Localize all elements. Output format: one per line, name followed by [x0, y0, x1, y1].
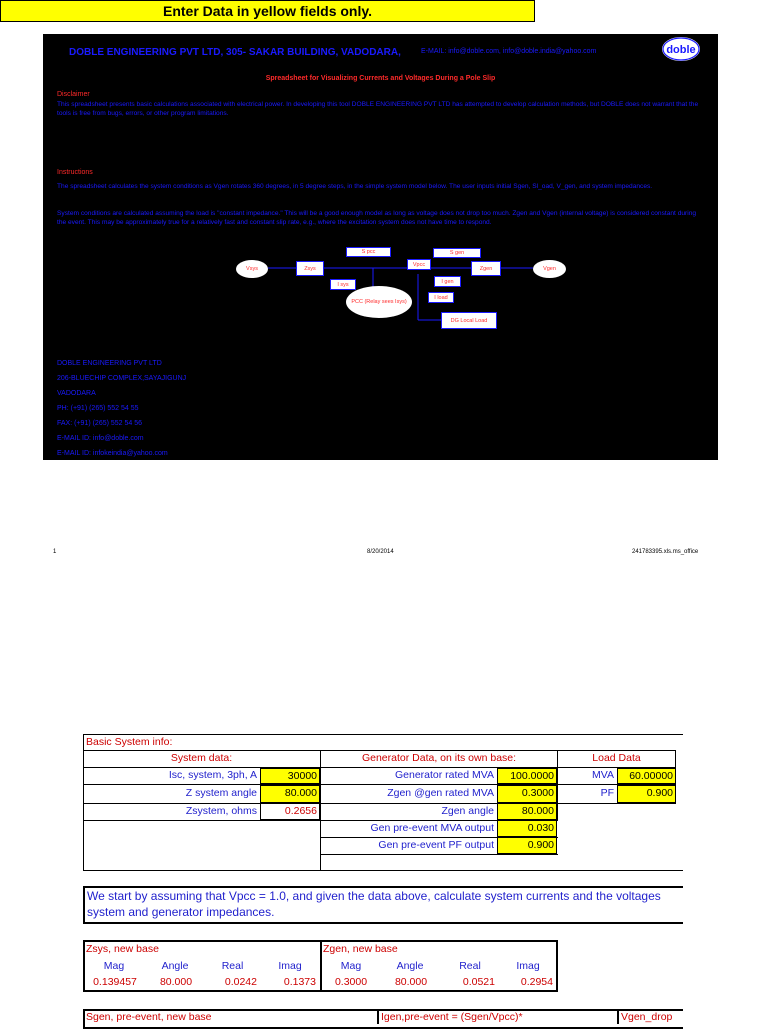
system-data-header: System data: — [170, 752, 233, 764]
zgen-rated-label: Zgen @gen rated MVA — [387, 787, 494, 799]
gen-pf-output-label: Gen pre-event PF output — [378, 839, 494, 851]
zgen-rated-input[interactable]: 0.3000 — [497, 785, 557, 803]
enter-data-banner: Enter Data in yellow fields only. — [0, 0, 535, 22]
address-line: FAX: (+91) (265) 552 54 56 — [57, 420, 143, 427]
generator-data-header: Generator Data, on its own base: — [361, 752, 517, 764]
gen-pf-output-input[interactable]: 0.900 — [497, 837, 557, 854]
zgen-new-base-title: Zgen, new base — [323, 943, 398, 955]
footer-filename: 241783395.xls.ms_office — [632, 549, 699, 555]
header-email: E-MAIL: info@doble.com, info@doble.india@yahoo.com — [421, 48, 597, 55]
zsys-angle-value: 80.000 — [159, 976, 193, 988]
zgen-imag-value: 0.2954 — [520, 976, 553, 988]
address-line: 206-BLUECHIP COMPLEX,SAYAJIGUNJ — [57, 375, 187, 382]
zsys-col-mag: Mag — [103, 960, 125, 972]
gen-mva-output-label: Gen pre-event MVA output — [370, 822, 494, 834]
vgen-source: Vgen — [533, 260, 566, 278]
load-mva-label: MVA — [592, 769, 614, 781]
instructions-text-1: The spreadsheet calculates the system conditions as Vgen rotates 360 degrees, in 5 degree steps, in the simple system model below. The user inputs initial Sgen, Sl_oad, V_gen, and system impedances. — [57, 183, 653, 190]
igen-pre-event-title: Igen,pre-event = (Sgen/Vpcc)* — [381, 1011, 523, 1023]
zsys-new-base-title: Zsys, new base — [86, 943, 159, 955]
spcc-box: S pcc — [346, 247, 391, 257]
zsys-col-imag: Imag — [278, 960, 302, 972]
zgen-real-value: 0.0521 — [462, 976, 495, 988]
zgen-angle-label: Zgen angle — [441, 805, 494, 817]
report-header-sheet — [43, 34, 718, 460]
address-line: E-MAIL ID: infokeindia@yahoo.com — [57, 450, 168, 457]
assumption-line-1: We start by assuming that Vpcc = 1.0, and given the data above, calculate system currents and the voltages — [87, 889, 661, 903]
company-title: DOBLE ENGINEERING PVT LTD, 305- SAKAR BUILDING, VADODARA, — [69, 47, 401, 58]
sgen-box: S gen — [433, 248, 481, 258]
isys-box: I sys — [330, 279, 356, 290]
vsys-source: Vsys — [236, 260, 268, 278]
zgen-angle-input[interactable]: 80.000 — [497, 803, 557, 820]
zgen-col-mag: Mag — [340, 960, 362, 972]
basic-system-info-title: Basic System info: — [86, 736, 173, 748]
zsystem-ohms-label: Zsystem, ohms — [185, 805, 257, 817]
address-line: E-MAIL ID: info@doble.com — [57, 435, 144, 442]
vgen-drop-title: Vgen_drop — [621, 1011, 673, 1023]
igen-box: I gen — [434, 276, 461, 287]
footer-page-number: 1 — [53, 549, 57, 555]
logo-text: doble — [666, 44, 696, 56]
load-pf-input[interactable]: 0.900 — [617, 785, 676, 803]
assumption-note — [83, 886, 683, 924]
gen-rated-mva-label: Generator rated MVA — [394, 769, 494, 781]
zsystem-angle-label: Z system angle — [185, 787, 257, 799]
gen-mva-output-input[interactable]: 0.030 — [497, 820, 557, 837]
isc-label: Isc, system, 3ph, A — [168, 769, 257, 781]
zsystem-ohms-value: 0.2656 — [260, 803, 320, 820]
zgen-mag-value: 0.3000 — [334, 976, 368, 988]
zgen-box: Zgen — [471, 261, 501, 276]
disclaimer-heading: Disclaimer — [57, 91, 90, 98]
load-pf-label: PF — [600, 787, 614, 799]
gen-rated-mva-input[interactable]: 100.0000 — [497, 768, 557, 784]
zgen-col-angle: Angle — [396, 960, 424, 972]
disclaimer-text: This spreadsheet presents basic calculations associated with electrical power. In developing this tool DOBLE ENGINEERING PVT LTD has attempted to develop calculation methods, but DOBLE does not warrant that the tools is free from bugs, errors, or other program limitations. — [57, 101, 699, 117]
zsystem-angle-input[interactable]: 80.000 — [260, 785, 320, 803]
iload-box: I load — [428, 292, 454, 303]
load-mva-input[interactable]: 60.00000 — [617, 768, 676, 784]
load-data-header: Load Data — [592, 752, 641, 764]
sgen-pre-event-title: Sgen, pre-event, new base — [86, 1011, 212, 1023]
zsys-col-angle: Angle — [161, 960, 189, 972]
zsys-box: Zsys — [296, 261, 324, 276]
zsys-imag-value: 0.1373 — [283, 976, 316, 988]
zgen-col-imag: Imag — [516, 960, 540, 972]
address-line: PH: (+91) (265) 552 54 55 — [57, 405, 139, 412]
instructions-text-2: System conditions are calculated assuming the load is "constant impedance." This will be a good enough model as long as voltage does not drop too much. Zgen and Vgen (internal voltage) is considered constant during the event. This may be approximately true for a relatively fast and constant slip rate, e.g., where the excitation system does not have time to respond. — [57, 210, 697, 226]
isc-input[interactable]: 30000 — [260, 768, 320, 784]
zsys-col-real: Real — [221, 960, 244, 972]
zsys-mag-value: 0.139457 — [93, 976, 137, 988]
zgen-angle-value: 80.000 — [394, 976, 428, 988]
footer-date: 8/20/2014 — [367, 549, 394, 555]
address-line: VADODARA — [57, 390, 96, 397]
vpcc-box: Vpcc — [407, 259, 431, 270]
sheet-subtitle: Spreadsheet for Visualizing Currents and Voltages During a Pole Slip — [265, 75, 496, 82]
instructions-heading: Instructions — [57, 169, 93, 176]
zsys-real-value: 0.0242 — [224, 976, 257, 988]
address-line: DOBLE ENGINEERING PVT LTD — [57, 360, 162, 367]
dg-local-load-box: DG Local Load — [441, 312, 497, 329]
zgen-col-real: Real — [459, 960, 481, 972]
pcc-relay-oval: PCC (Relay sees Isys) — [346, 286, 412, 318]
assumption-line-2: system and generator impedances. — [87, 905, 275, 919]
